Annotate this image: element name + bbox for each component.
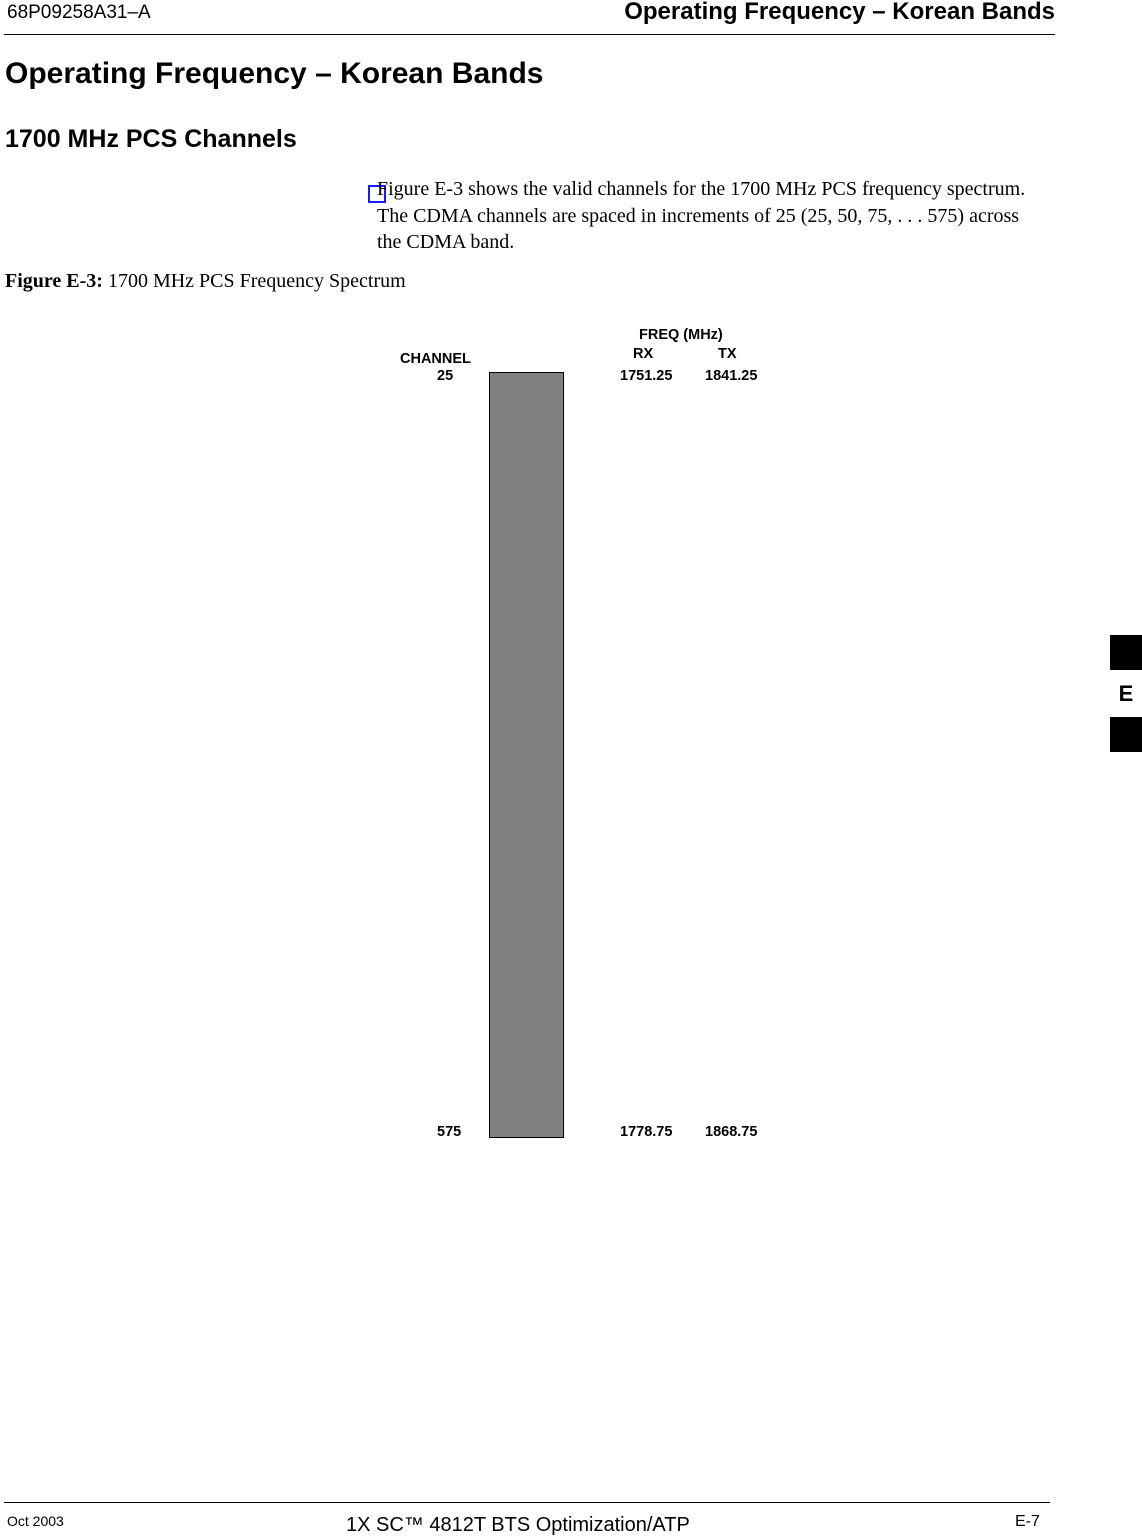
cdma-band-bar [489, 372, 564, 1138]
figure-caption-label: Figure E-3: [5, 270, 103, 292]
figure-caption [5, 270, 406, 293]
body-paragraph: Figure E-3 shows the valid channels for the 1700 MHz PCS frequency spectrum. The CDMA channels are spaced in increments of 25 (25, 50, 75, . . . 575) across the CDMA band. [377, 178, 1026, 253]
freq-header: FREQ (MHz) [639, 327, 723, 343]
side-tab-block-top [1110, 635, 1142, 670]
footer-date: Oct 2003 [7, 1513, 64, 1529]
tx-header: TX [718, 346, 737, 362]
channel-high-label: 575 [437, 1124, 462, 1140]
side-tab-letter: E [1118, 681, 1134, 706]
figure-caption-text: 1700 MHz PCS Frequency Spectrum [102, 270, 406, 292]
header-doc-number: 68P09258A31–A [7, 2, 151, 23]
footer-page-number: E-7 [1015, 1513, 1040, 1530]
side-tab-block-bottom [1110, 717, 1142, 752]
rx-high-label: 1778.75 [620, 1124, 673, 1140]
header-rule [4, 34, 1055, 35]
header-section-title: Operating Frequency – Korean Bands [624, 0, 1055, 25]
section-heading: 1700 MHz PCS Channels [5, 125, 297, 153]
channel-low-label: 25 [437, 368, 454, 384]
tx-high-label: 1868.75 [705, 1124, 758, 1140]
rx-header: RX [633, 346, 654, 362]
channel-header: CHANNEL [400, 351, 471, 367]
footer-product-title: 1X SC™ 4812T BTS Optimization/ATP [346, 1514, 690, 1536]
page-title: Operating Frequency – Korean Bands [5, 57, 544, 90]
footer-rule [4, 1502, 1050, 1503]
rx-low-label: 1751.25 [620, 368, 673, 384]
tx-low-label: 1841.25 [705, 368, 758, 384]
